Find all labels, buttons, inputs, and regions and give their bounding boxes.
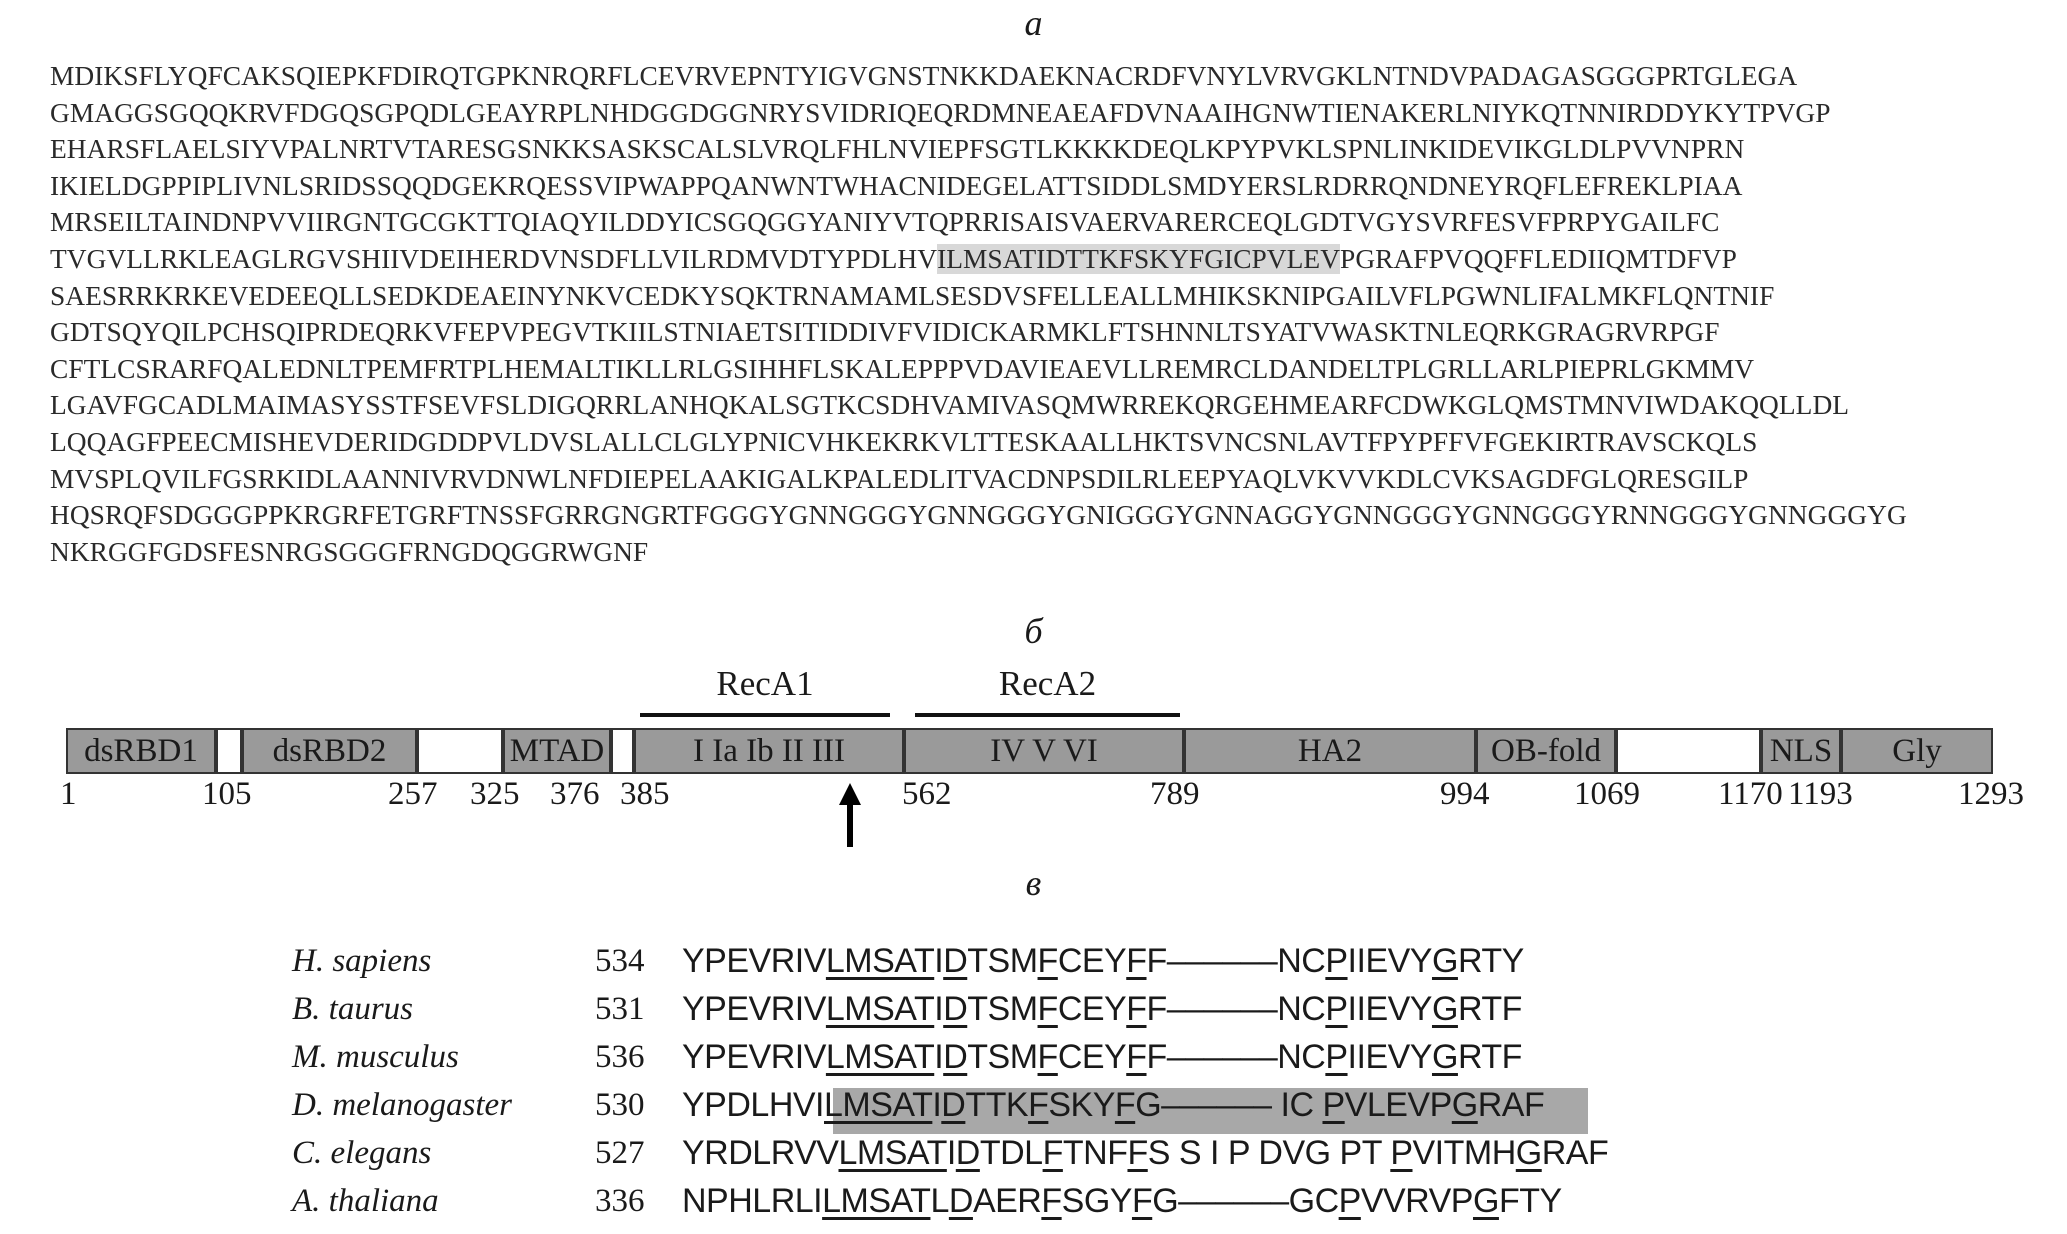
species-name: A. thaliana xyxy=(292,1183,439,1219)
aligned-sequence xyxy=(682,1034,1522,1080)
sequence-segment: IIEVY xyxy=(1347,942,1432,980)
conserved-residue: F xyxy=(1127,1134,1148,1172)
sequence-segment: FTY xyxy=(1498,1182,1562,1220)
conserved-residue: G xyxy=(1515,1134,1542,1172)
sequence-line xyxy=(50,351,2040,388)
conserved-residue: F xyxy=(1131,1182,1153,1220)
sequence-segment: IIEVY xyxy=(1347,990,1432,1028)
alignment-row xyxy=(0,1130,2067,1176)
conserved-residue: G xyxy=(1451,1086,1478,1124)
conserved-residue: F xyxy=(1041,1182,1062,1220)
sequence-segment: VITMH xyxy=(1412,1134,1516,1172)
sequence-segment: VLEVP xyxy=(1344,1086,1452,1124)
sequence-segment: L xyxy=(930,1182,949,1220)
conserved-residue: G xyxy=(1431,1038,1458,1076)
species-name: C. elegans xyxy=(292,1135,432,1171)
alignment-row xyxy=(0,938,2067,984)
sequence-segment: RTF xyxy=(1457,1038,1522,1076)
position-label: 1293 xyxy=(1958,776,2024,812)
sequence-segment: G––––––GC xyxy=(1152,1182,1339,1220)
sequence-text: LGAVFGCADLMAIMASYSSTFSEVFSLDIGQRRLANHQKALSGTKCSDHVAMIVASQMWRREKQRGEHMEARFCDWKGLQMSTMNVIWDAKQQLLDL xyxy=(50,390,1850,421)
conserved-residue: P xyxy=(1325,942,1348,980)
sequence-segment: F––––––NC xyxy=(1146,990,1326,1028)
conserved-residue: F xyxy=(1028,1086,1049,1124)
alignment-row xyxy=(0,986,2067,1032)
sequence-segment: SGY xyxy=(1061,1182,1132,1220)
conserved-residue: F xyxy=(1126,990,1147,1028)
panel-label-b: б xyxy=(1024,611,1043,651)
sequence-segment: RTF xyxy=(1457,990,1522,1028)
sequence-segment: YRDLRVV xyxy=(682,1134,839,1172)
domain-linker xyxy=(611,728,634,774)
sequence-segment: I xyxy=(934,990,944,1028)
conserved-residue: G xyxy=(1472,1182,1499,1220)
position-label: 1069 xyxy=(1574,776,1640,812)
sequence-text: EHARSFLAELSIYVPALNRTVTARESGSNKKSASKSCALSLVRQLFHLNVIEPFSGTLKKKKDEQLKPYPVKLSPNLINKIDEVIKGLDLPVVNPRN xyxy=(50,134,1745,165)
conserved-residue: LMSAT xyxy=(822,1182,931,1220)
start-position: 531 xyxy=(595,991,645,1027)
domain-nls: NLS xyxy=(1761,728,1841,774)
sequence-line xyxy=(50,58,2040,95)
sequence-line xyxy=(50,168,2040,205)
sequence-segment: TSM xyxy=(967,990,1038,1028)
sequence-segment: RAF xyxy=(1477,1086,1545,1124)
position-label: 1 xyxy=(60,776,77,812)
aligned-sequence xyxy=(682,938,1524,984)
sequence-segment: TTK xyxy=(965,1086,1029,1124)
position-label: 105 xyxy=(202,776,252,812)
sequence-text: TVGVLLRKLEAGLRGVSHIIVDEIHERDVNSDFLLVILRDMVDTYPDLHV xyxy=(50,243,938,274)
domain-i-ia-ib-ii-iii: I Ia Ib II III xyxy=(634,728,904,774)
sequence-line xyxy=(50,204,2040,241)
sequence-segment: F––––––NC xyxy=(1146,1038,1326,1076)
sequence-text: CFTLCSRARFQALEDNLTPEMFRTPLHEMALTIKLLRLGSIHHFLSKALEPPPVDAVIEAEVLLREMRCLDANDELTPLGRLLARLPIEPRLGKMMV xyxy=(50,353,1755,384)
sequence-line xyxy=(50,461,2040,498)
domain-ob-fold: OB-fold xyxy=(1476,728,1616,774)
alignment-row xyxy=(0,1034,2067,1080)
position-label: 994 xyxy=(1440,776,1490,812)
up-arrow-icon xyxy=(838,783,862,847)
sequence-text: MVSPLQVILFGSRKIDLAANNIVRVDNWLNFDIEPELAAKIGALKPALEDLITVACDNPSDILRLEEPYAQLVKVVKDLCVKSAGDFGLQRESGILP xyxy=(50,463,1749,494)
aligned-sequence xyxy=(682,986,1522,1032)
sequence-text: SAESRRKRKEVEDEEQLLSEDKDEAEINYNKVCEDKYSQKTRNAMAMLSESDVSFELLEALLMHIKSKNIPGAILVFLPGWNLIFALMKFLQNTNIF xyxy=(50,280,1775,311)
sequence-segment: G–––––– IC xyxy=(1135,1086,1323,1124)
sequence-segment: I xyxy=(934,942,944,980)
sequence-line xyxy=(50,241,2040,278)
position-label: 1170 xyxy=(1718,776,1783,812)
highlighted-motif: ILMSATIDTTKFSKYFGICPVLEV xyxy=(937,243,1341,274)
conserved-residue: LMSAT xyxy=(838,1134,947,1172)
conserved-residue: F xyxy=(1037,1038,1058,1076)
position-label: 1193 xyxy=(1788,776,1853,812)
sequence-line xyxy=(50,314,2040,351)
sequence-segment: TDL xyxy=(979,1134,1043,1172)
sequence-segment: YPEVRIV xyxy=(682,1038,826,1076)
species-name: B. taurus xyxy=(292,991,414,1027)
sequence-line xyxy=(50,131,2040,168)
conserved-residue: P xyxy=(1338,1182,1361,1220)
domain-iv-v-vi: IV V VI xyxy=(904,728,1184,774)
reca1-bar xyxy=(640,713,890,717)
species-name: H. sapiens xyxy=(292,943,432,979)
start-position: 536 xyxy=(595,1039,645,1075)
sequence-segment: RTY xyxy=(1457,942,1524,980)
conserved-residue: LMSAT xyxy=(825,990,935,1028)
sequence-line xyxy=(50,497,2040,534)
aligned-sequence xyxy=(682,1082,1544,1128)
conserved-residue: LMSAT xyxy=(825,942,935,980)
domain-ha2: HA2 xyxy=(1184,728,1476,774)
conserved-residue: F xyxy=(1042,1134,1063,1172)
sequence-segment: IIEVY xyxy=(1347,1038,1432,1076)
conserved-residue: LMSAT xyxy=(825,1038,935,1076)
reca1-label: RecA1 xyxy=(716,664,814,703)
panel-label-c: в xyxy=(1025,863,1042,903)
sequence-segment: SKY xyxy=(1048,1086,1115,1124)
sequence-text: GDTSQYQILPCHSQIPRDEQRKVFEPVPEGVTKIILSTNIAETSITIDDIVFVIDICKARMKLFTSHNNLTSYATVWASKTNLEQRKGRAGRVRPGF xyxy=(50,317,1720,348)
sequence-text: LQQAGFPEECMISHEVDERIDGDDPVLDVSLALLCLGLYPNICVHKEKRKVLTTESKAALLHKTSVNCSNLAVTFPYPFFVFGEKIRTRAVSCKQLS xyxy=(50,426,1758,457)
conserved-residue: G xyxy=(1431,942,1458,980)
position-label: 257 xyxy=(388,776,438,812)
domain-dsrbd2: dsRBD2 xyxy=(242,728,417,774)
conserved-residue: P xyxy=(1325,1038,1348,1076)
conserved-residue: P xyxy=(1322,1086,1345,1124)
position-label: 385 xyxy=(620,776,670,812)
conserved-residue: D xyxy=(943,1038,968,1076)
sequence-segment: VVRVP xyxy=(1360,1182,1473,1220)
conserved-residue: D xyxy=(948,1182,973,1220)
aligned-sequence xyxy=(682,1130,1608,1176)
conserved-residue: G xyxy=(1431,990,1458,1028)
sequence-text: IKIELDGPPIPLIVNLSRIDSSQQDGEKRQESSVIPWAPPQANWNTWHACNIDEGELATTSIDDLSMDYERSLRDRRQNDNEYRQFLEFREKLPIAA xyxy=(50,170,1743,201)
sequence-segment: CEY xyxy=(1057,942,1127,980)
alignment-row xyxy=(0,1082,2067,1128)
start-position: 527 xyxy=(595,1135,645,1171)
sequence-segment: S S I P DVG PT xyxy=(1147,1134,1391,1172)
panel-label-a: а xyxy=(1024,3,1043,43)
sequence-segment: YPEVRIV xyxy=(682,942,826,980)
sequence-segment: RAF xyxy=(1541,1134,1609,1172)
sequence-segment: CEY xyxy=(1057,990,1127,1028)
conserved-residue: D xyxy=(955,1134,980,1172)
sequence-segment: NPHLRLI xyxy=(682,1182,823,1220)
position-label: 325 xyxy=(470,776,520,812)
start-position: 336 xyxy=(595,1183,645,1219)
sequence-line xyxy=(50,278,2040,315)
domain-linker xyxy=(216,728,242,774)
conserved-residue: F xyxy=(1114,1086,1136,1124)
conserved-residue: F xyxy=(1126,1038,1147,1076)
conserved-residue: F xyxy=(1037,990,1058,1028)
sequence-alignment xyxy=(0,930,2067,1230)
alignment-row xyxy=(0,1178,2067,1224)
conserved-residue: D xyxy=(943,942,968,980)
sequence-segment: TSM xyxy=(967,942,1038,980)
sequence-segment: YPDLHVI xyxy=(682,1086,824,1124)
sequence-segment: AER xyxy=(972,1182,1042,1220)
conserved-residue: LMSAT xyxy=(824,1086,933,1124)
domain-gly: Gly xyxy=(1841,728,1993,774)
aligned-sequence xyxy=(682,1178,1562,1224)
sequence-line xyxy=(50,387,2040,424)
reca2-bar xyxy=(915,713,1180,717)
reca2-label: RecA2 xyxy=(998,664,1097,703)
sequence-text: MDIKSFLYQFCAKSQIEPKFDIRQTGPKNRQRFLCEVRVEPNTYIGVGNSTNKKDAEKNACRDFVNYLVRVGKLNTNDVPADAGASGGGPRTGLEGA xyxy=(50,61,1798,91)
sequence-text: NKRGGFGDSFESNRGSGGGFRNGDQGGRWGNF xyxy=(50,536,649,567)
conserved-residue: D xyxy=(943,990,968,1028)
position-label: 789 xyxy=(1150,776,1200,812)
domain-mtad: MTAD xyxy=(503,728,611,774)
start-position: 530 xyxy=(595,1087,645,1123)
position-label: 376 xyxy=(550,776,600,812)
domain-dsrbd1: dsRBD1 xyxy=(66,728,216,774)
start-position: 534 xyxy=(595,943,645,979)
sequence-line xyxy=(50,534,2040,571)
sequence-text: HQSRQFSDGGGPPKRGRFETGRFTNSSFGRRGNGRTFGGGYGNNGGGYGNNGGGYGNIGGGYGNNAGGYGNNGGGYGNNGGGYRNNGGGYGNNGGGYG xyxy=(50,500,1907,531)
domain-linker xyxy=(1616,728,1761,774)
conserved-residue: P xyxy=(1325,990,1348,1028)
conserved-residue: F xyxy=(1037,942,1058,980)
sequence-line xyxy=(50,95,2040,132)
sequence-segment: I xyxy=(934,1038,944,1076)
species-name: D. melanogaster xyxy=(292,1087,512,1123)
sequence-text: PGRAFPVQQFFLEDIIQMTDFVP xyxy=(1340,243,1737,274)
protein-sequence xyxy=(50,58,2040,570)
species-name: M. musculus xyxy=(292,1039,459,1075)
conserved-residue: D xyxy=(941,1086,966,1124)
sequence-text: GMAGGSGQQKRVFDGQSGPQDLGEAYRPLNHDGGDGGNRYSVIDRIQEQRDMNEAEAFDVNAAIHGNWTIENAKERLNIYKQTNNIRDDYKYTPVGP xyxy=(50,97,1831,128)
sequence-segment: F––––––NC xyxy=(1146,942,1326,980)
sequence-text: MRSEILTAINDNPVVIIRGNTGCGKTTQIAQYILDDYICSGQGGYANIYVTQPRRISAISVAERVARERCEQLGDTVGYSVRFESVFPRPYGAILFC xyxy=(50,207,1720,238)
domain-linker xyxy=(417,728,503,774)
domain-map xyxy=(0,650,2067,880)
sequence-segment: TSM xyxy=(967,1038,1038,1076)
sequence-segment: TNF xyxy=(1062,1134,1128,1172)
conserved-residue: F xyxy=(1126,942,1147,980)
position-label: 562 xyxy=(902,776,952,812)
sequence-line xyxy=(50,424,2040,461)
sequence-segment: YPEVRIV xyxy=(682,990,826,1028)
sequence-segment: I xyxy=(932,1086,942,1124)
sequence-segment: I xyxy=(946,1134,956,1172)
sequence-segment: CEY xyxy=(1057,1038,1127,1076)
conserved-residue: P xyxy=(1390,1134,1413,1172)
